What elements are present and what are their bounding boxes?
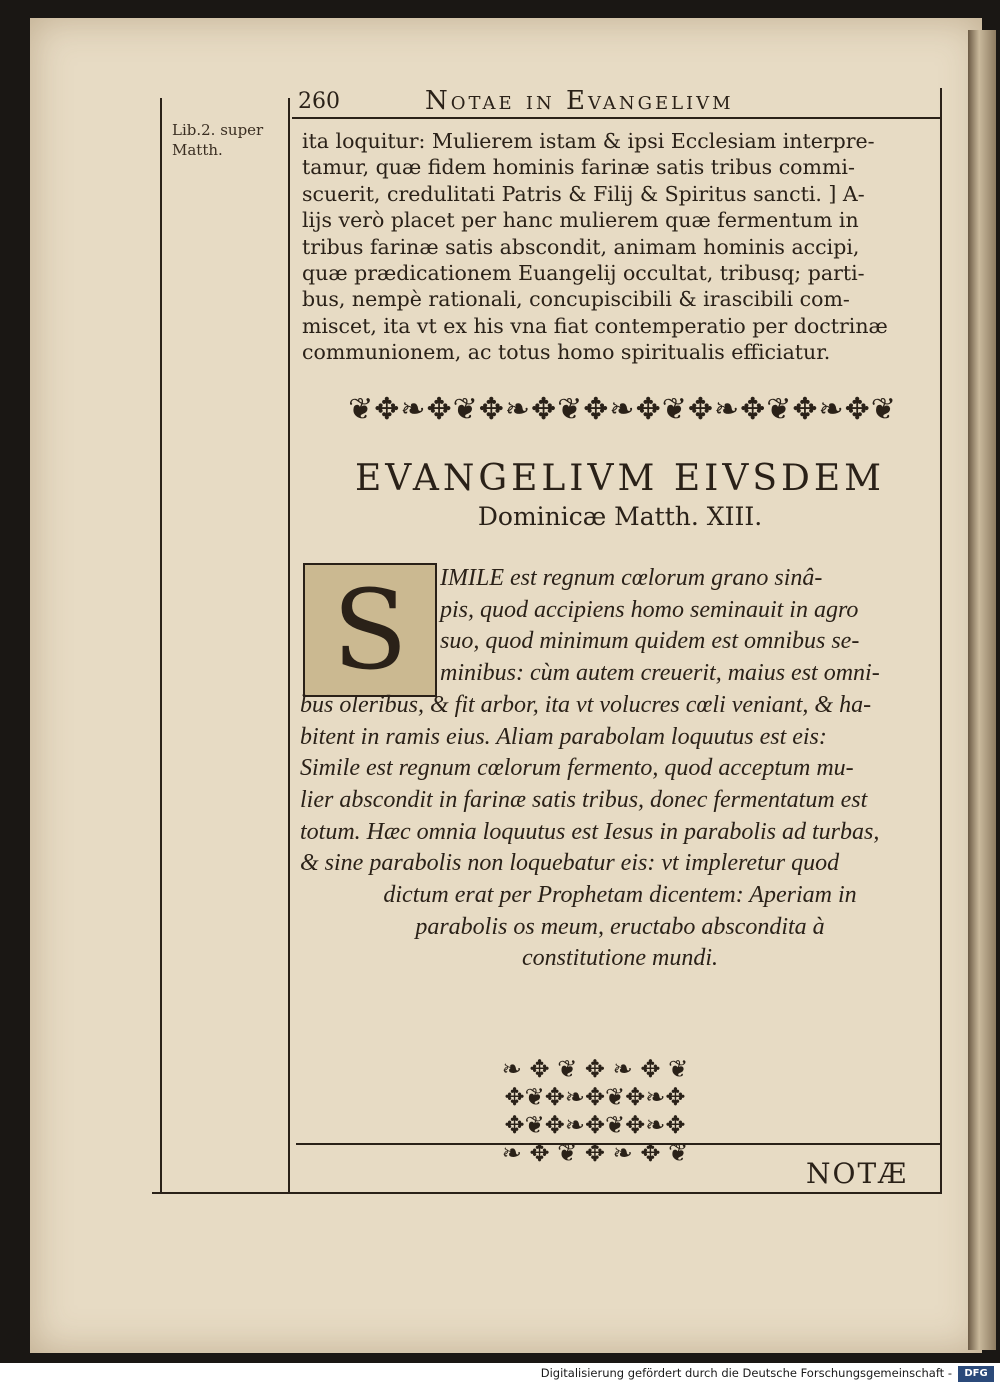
ornament-row: ✥❦✥❧✥❦✥❧✥: [504, 1083, 686, 1111]
catchword: NOTÆ: [806, 1157, 909, 1190]
text-line: suo, quod minimum quidem est omnibus se-: [440, 628, 860, 655]
text-line: pis, quod accipiens homo seminauit in agro: [440, 596, 859, 623]
text-line: & sine parabolis non loquebatur eis: vt impleretur quod: [300, 850, 840, 877]
text-line: bus oleribus, & fit arbor, ita vt volucres cœli veniant, & ha-: [300, 691, 872, 718]
initial-letter: S: [332, 566, 408, 694]
page-edge: [968, 30, 996, 1350]
text-line: bus, nempè rationali, concupiscibili & irascibili com-: [302, 287, 850, 312]
gospel-text: [300, 563, 940, 975]
text-line: Simile est regnum cœlorum fermento, quod acceptum mu-: [300, 755, 854, 782]
ornament-tailpiece-icon: [460, 1055, 730, 1167]
gospel-subtitle: Dominicæ Matth. XIII.: [477, 502, 763, 531]
text-line: minibus: cùm autem creuerit, maius est omni-: [440, 660, 880, 687]
page-number: 260: [298, 89, 340, 114]
text-line: miscet, ita vt ex his vna fiat contemperatio per doctrinæ: [302, 313, 888, 338]
text-line: bitent in ramis eius. Aliam parabolam loquutus est eis:: [300, 723, 827, 750]
gospel-title: EVANGELIVM EIVSDEM: [355, 458, 885, 499]
margin-rule: [160, 98, 162, 1193]
text-line: constitutione mundi.: [522, 945, 718, 972]
running-title: Notae in Evangelivm: [425, 86, 734, 116]
frame-top-rule: [292, 117, 942, 119]
ornament-row: ✥❦✥❧✥❦✥❧✥: [504, 1111, 686, 1139]
text-line: tribus farinæ satis abscondit, animam hominis accipi,: [302, 234, 860, 259]
frame-left-rule: [288, 98, 290, 1193]
margin-note: Lib.2. super Matth.: [172, 121, 264, 159]
text-line: totum. Hæc omnia loquutus est Iesus in parabolis ad turbas,: [300, 818, 880, 845]
text-line: tamur, quæ fidem hominis farinæ satis tribus commi-: [302, 155, 855, 180]
funding-credit: Digitalisierung gefördert durch die Deutsche Forschungsgemeinschaft -: [540, 1366, 952, 1380]
text-line: parabolis os meum, eructabo abscondita à: [415, 913, 825, 940]
text-line: lier abscondit in farinæ satis tribus, donec fermentatum est: [300, 786, 868, 813]
ornament-row: ❧ ✥ ❦ ✥ ❧ ✥ ❦: [501, 1055, 689, 1083]
ornament-band-icon: ❦✥❧✥❦✥❧✥❦✥❧✥❦✥❧✥❦✥❧✥❦: [348, 392, 897, 427]
text-line: communionem, ac totus homo spiritualis efficiatur.: [302, 340, 831, 365]
dfg-logo[interactable]: DFG: [958, 1366, 994, 1382]
text-line: scuerit, credulitati Patris & Filij & Spiritus sancti. ] A-: [302, 181, 865, 206]
text-line: IMILE est regnum cœlorum grano sinâ-: [440, 565, 823, 591]
bottom-rule-outer: [152, 1192, 942, 1194]
text-line: quæ prædicationem Euangelij occultat, tribusq; parti-: [302, 261, 865, 286]
text-line: lijs verò placet per hanc mulierem quæ fermentum in: [302, 208, 859, 233]
text-line: dictum erat per Prophetam dicentem: Aperiam in: [383, 882, 857, 909]
ornament-row: ❧ ✥ ❦ ✥ ❧ ✥ ❦: [501, 1139, 689, 1167]
commentary-text: [302, 128, 942, 366]
text-line: ita loquitur: Mulierem istam & ipsi Ecclesiam interpre-: [302, 129, 875, 153]
